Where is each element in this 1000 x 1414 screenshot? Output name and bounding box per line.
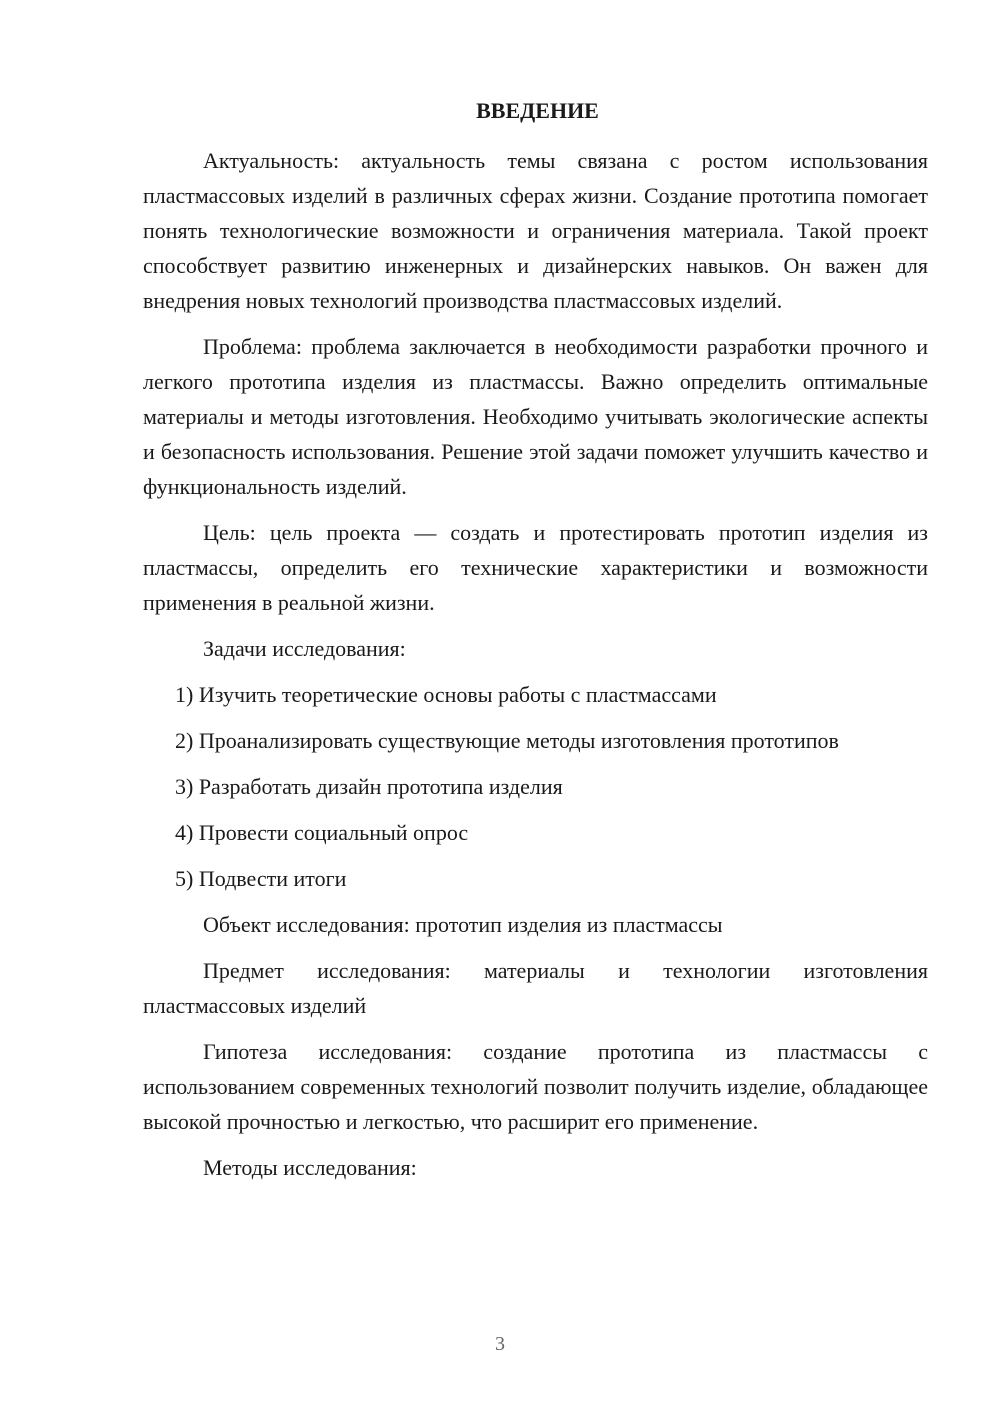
- tasks-heading: Задачи исследования:: [203, 636, 406, 661]
- relevance-paragraph: Актуальность: актуальность темы связана с ростом использования пластмассовых изделий в различных сферах жизни. Создание прототипа помогает понять технологические возможности и ограничения материала. Такой проект способствует развитию инженерных и дизайнерских навыков. Он важен для внедрения новых технологий производства пластмассовых изделий.: [143, 148, 928, 313]
- page-content: [143, 93, 928, 1196]
- methods-heading: Методы исследования:: [203, 1155, 417, 1180]
- object-paragraph: Объект исследования: прототип изделия из пластмассы: [203, 912, 723, 937]
- goal-paragraph: Цель: цель проекта — создать и протестировать прототип изделия из пластмассы, определить его технические характеристики и возможности применения в реальной жизни.: [143, 520, 928, 615]
- task-item-1: 1) Изучить теоретические основы работы с пластмассами: [175, 682, 717, 707]
- page-number: 3: [495, 1333, 505, 1355]
- problem-paragraph: Проблема: проблема заключается в необходимости разработки прочного и легкого прототипа изделия из пластмассы. Важно определить оптимальные материалы и методы изготовления. Необходимо учитывать экологические аспекты и безопасность использования. Решение этой задачи поможет улучшить качество и функциональность изделий.: [143, 334, 928, 499]
- task-item-3: 3) Разработать дизайн прототипа изделия: [175, 774, 563, 799]
- subject-paragraph: Предмет исследования: материалы и технологии изготовления пластмассовых изделий: [143, 958, 928, 1018]
- page-title: ВВЕДЕНИЕ: [476, 98, 599, 123]
- task-item-4: 4) Провести социальный опрос: [175, 820, 469, 845]
- task-item-2: 2) Проанализировать существующие методы изготовления прототипов: [175, 728, 839, 753]
- hypothesis-paragraph: Гипотеза исследования: создание прототипа из пластмассы с использованием современных технологий позволит получить изделие, обладающее высокой прочностью и легкостью, что расширит его применение.: [143, 1039, 928, 1134]
- task-item-5: 5) Подвести итоги: [175, 866, 347, 891]
